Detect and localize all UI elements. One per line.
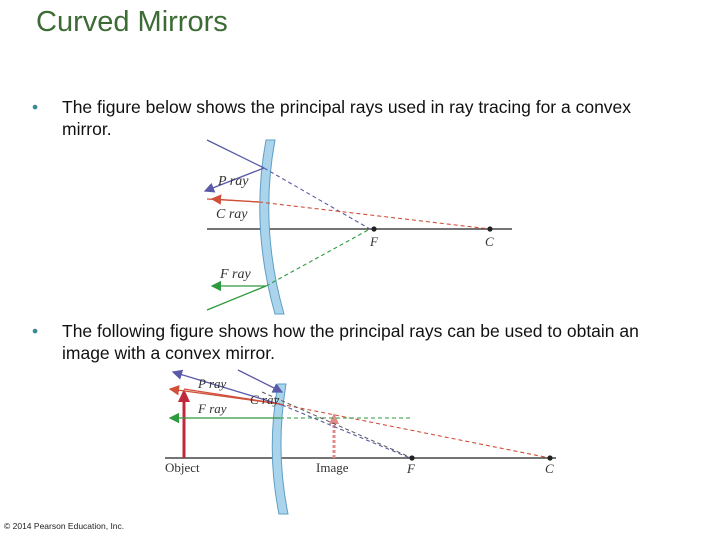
figure-1 [205,140,512,314]
bullet-1-text: The figure below shows the principal rays used in ray tracing for a convex mirror. [62,97,632,139]
bullet-2-text: The following figure shows how the principal rays can be used to obtain an image with a convex mirror. [62,321,639,363]
center-label: C [485,234,494,249]
slide-title: Curved Mirrors [36,6,228,38]
p-ray-2-label: P ray [198,376,227,391]
c-ray-2-extension [280,404,550,458]
f-ray-extension [266,229,370,286]
p-ray-extension [264,168,370,229]
center-label-2: C [545,461,554,476]
f-ray-label: F ray [220,267,251,282]
f-ray-2-label: F ray [198,401,227,416]
f-ray-2-diag [262,392,412,458]
bullet-dot: • [32,97,39,117]
focal-label-2: F [407,461,415,476]
p-ray-label: P ray [218,174,249,189]
c-ray-extension [259,202,490,229]
f-ray-incident [207,286,266,310]
focal-label: F [370,234,378,249]
c-ray-reflected [212,199,259,202]
figure-2 [165,370,556,514]
p-ray-2-extension [282,405,410,458]
object-label: Object [165,460,200,475]
focal-point-f-2 [409,455,414,460]
p-ray-incident [207,140,264,168]
center-point-c-2 [547,455,552,460]
c-ray-label: C ray [216,207,248,222]
p-ray-2-top [238,370,282,392]
center-point-c [487,226,492,231]
bullet-dot: • [32,321,39,341]
c-ray-2-label: C ray [250,392,280,407]
copyright-notice: © 2014 Pearson Education, Inc. [4,521,125,531]
convex-mirror [260,140,284,314]
image-label: Image [316,460,349,475]
focal-point-f [371,226,376,231]
